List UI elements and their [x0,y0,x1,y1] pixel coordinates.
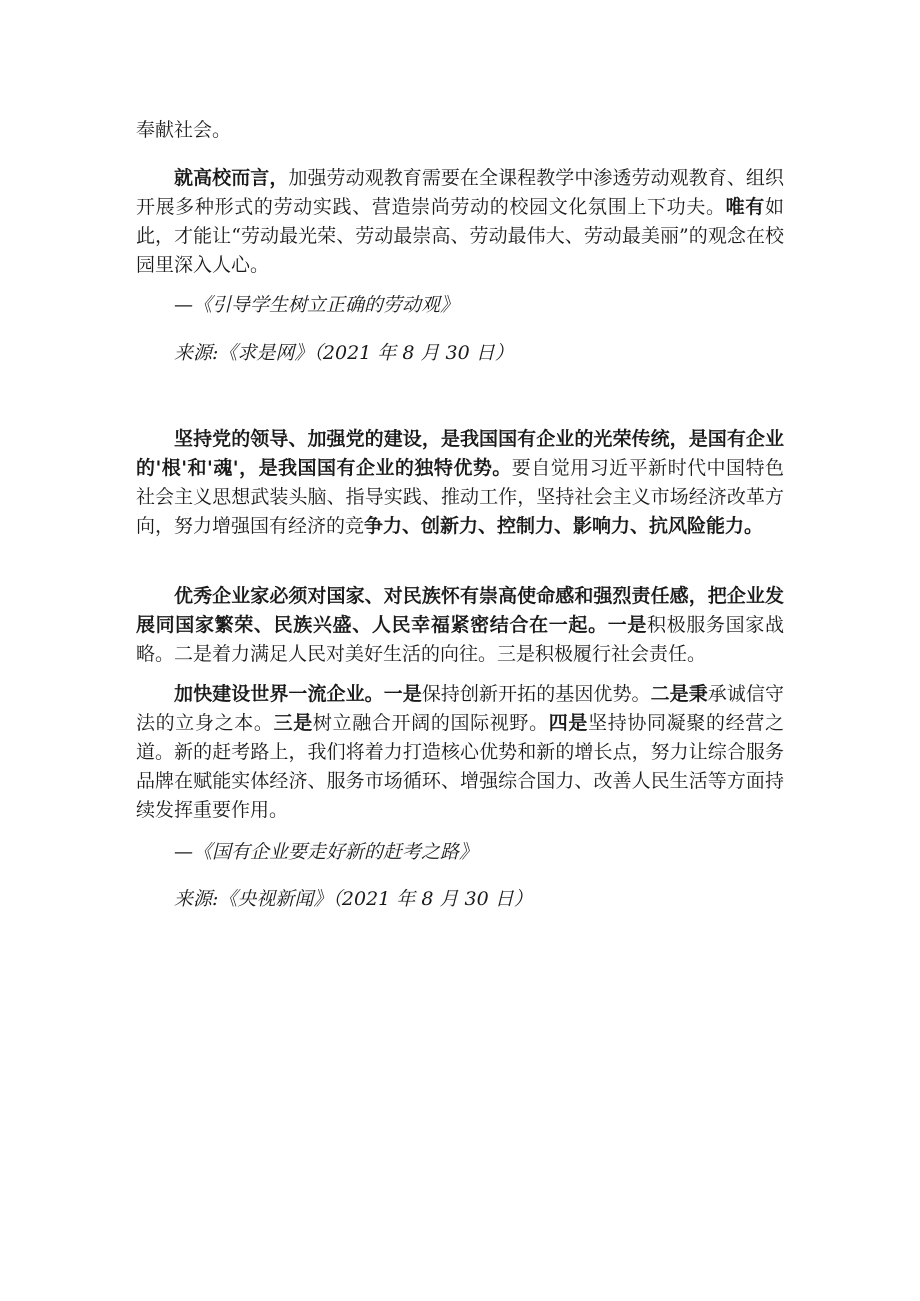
paragraph-world-class [136,680,784,825]
source-citation: 来源:《求是网》（2021 年 8 月 30 日） [174,342,514,364]
bold-lead: 加快建设世界一流企业。一是 [174,683,422,705]
body-text: 积极服务国家战略。二是着力满足人民对美好生活的向往。三是积极履行社会责任。 [136,614,784,665]
body-text: 承诚信守法的立身之本。 [136,683,784,734]
body-text: 如此，才能让“劳动最光荣、劳动最崇高、劳动最伟大、劳动最美丽”的观念在校园里深入人心。 [136,196,784,276]
continuation-line: 奉献社会。 [136,119,232,141]
reference-title: —《国有企业要走好新的赶考之路》 [174,841,479,863]
body-text: 要自觉用习近平新时代中国特色社会主义思想武装头脑、指导实践、推动工作，坚持社会主义市场经济改革方向，努力增强国有经济的竞 [136,457,784,537]
paragraph-entrepreneurs [136,582,784,669]
bold-lead: 唯有 [725,196,765,218]
bold-lead: 二是秉 [650,683,708,705]
reference-title: —《引导学生树立正确的劳动观》 [174,294,460,316]
bold-lead: 四是 [548,712,589,734]
body-text: 树立融合开阔的国际视野。 [312,712,549,734]
source-citation: 来源:《央视新闻》（2021 年 8 月 30 日） [174,888,533,910]
body-text: 保持创新开拓的基因优势。 [421,683,651,705]
bold-lead: 就高校而言， [174,167,289,189]
paragraph-university-labor [136,164,784,280]
paragraph-party-leadership [136,425,784,541]
body-text: 加强劳动观教育需要在全课程教学中渗透劳动观教育、组织开展多种形式的劳动实践、营造崇尚劳动的校园文化氛围上下功夫。 [136,167,784,218]
bold-lead: 坚持党的领导、加强党的建设，是我国国有企业的光荣传统，是国有企业的'根'和'魂'，是我国国有企业的独特优势。 [136,428,784,479]
continuation-text [136,116,784,145]
bold-lead: 三是 [273,712,313,734]
body-text: 坚持协同凝聚的经营之道。新的赶考路上，我们将着力打造核心优势和新的增长点，努力让综合服务品牌在赋能实体经济、服务市场循环、增强综合国力、改善人民生活等方面持续发挥重要作用。 [136,712,784,821]
bold-lead: 优秀企业家必须对国家、对民族怀有崇高使命感和强烈责任感，把企业发展同国家繁荣、民族兴盛、人民幸福紧密结合在一起。一是 [136,585,784,636]
bold-lead: 争力、创新力、控制力、影响力、抗风险能力。 [364,515,764,537]
